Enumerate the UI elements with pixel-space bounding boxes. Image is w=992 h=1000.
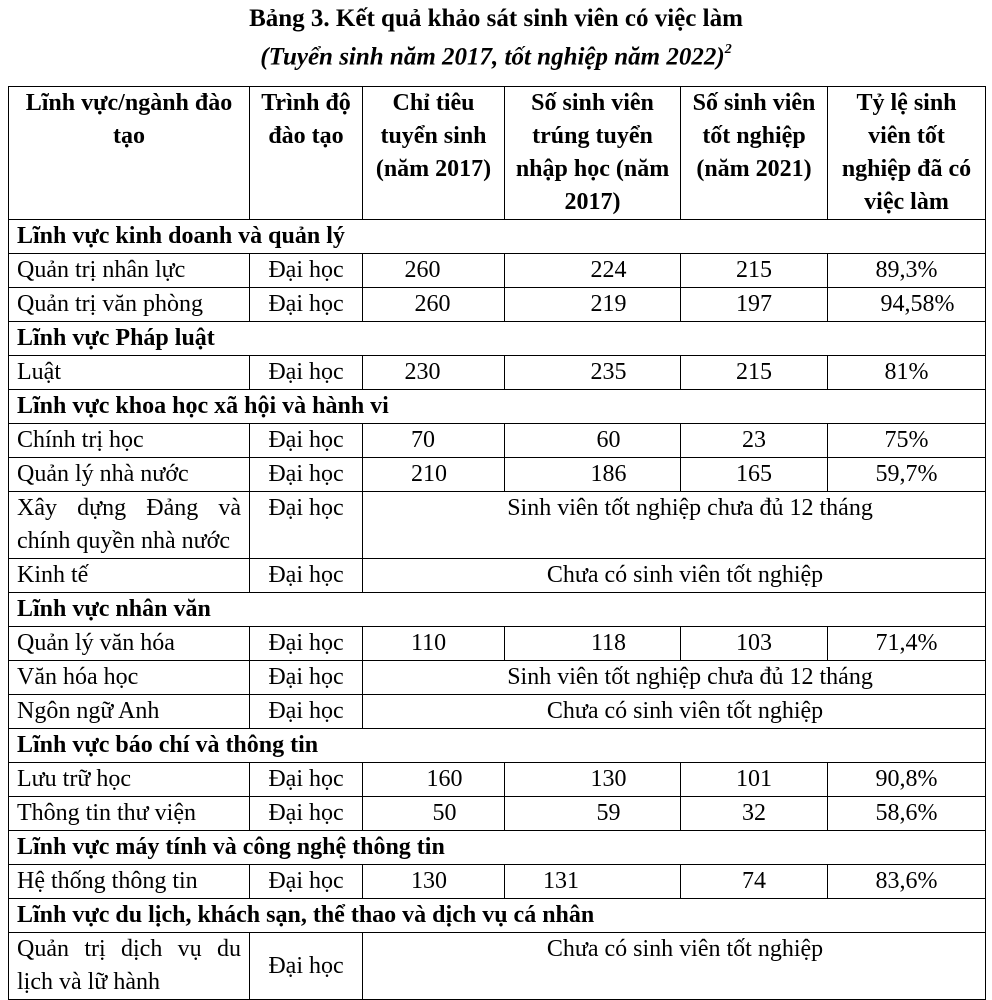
- group-row: [9, 831, 986, 865]
- row-rate: 83,6%: [828, 865, 986, 899]
- row-quota: 130: [363, 865, 505, 899]
- group-label: Lĩnh vực kinh doanh và quản lý: [9, 220, 986, 254]
- group-label: Lĩnh vực khoa học xã hội và hành vi: [9, 390, 986, 424]
- row-quota: 210: [363, 458, 505, 492]
- group-label: Lĩnh vực máy tính và công nghệ thông tin: [9, 831, 986, 865]
- table-row: [9, 254, 986, 288]
- row-level: Đại học: [250, 559, 363, 593]
- row-graduated: 32: [681, 797, 828, 831]
- group-label: Lĩnh vực báo chí và thông tin: [9, 729, 986, 763]
- row-name-line2: lịch và lữ hành: [17, 969, 160, 995]
- table-title: Bảng 3. Kết quả khảo sát sinh viên có việc làm: [249, 5, 743, 32]
- row-note: Chưa có sinh viên tốt nghiệp: [363, 559, 986, 593]
- row-note: Sinh viên tốt nghiệp chưa đủ 12 tháng: [363, 492, 986, 559]
- group-label: Lĩnh vực nhân văn: [9, 593, 986, 627]
- row-name: Quản lý văn hóa: [9, 627, 250, 661]
- row-graduated: 23: [681, 424, 828, 458]
- row-name: Luật: [9, 356, 250, 390]
- row-rate: 75%: [828, 424, 986, 458]
- table-row: [9, 559, 986, 593]
- row-admitted: 130: [505, 763, 681, 797]
- row-name: Ngôn ngữ Anh: [9, 695, 250, 729]
- header-level: Trình độ đào tạo: [250, 87, 363, 220]
- row-rate: 59,7%: [828, 458, 986, 492]
- table-subtitle: [0, 36, 992, 73]
- row-admitted: 219: [505, 288, 681, 322]
- table-row: [9, 627, 986, 661]
- row-graduated: 101: [681, 763, 828, 797]
- row-graduated: 74: [681, 865, 828, 899]
- table-caption: [0, 2, 992, 73]
- table-row: [9, 797, 986, 831]
- group-label: Lĩnh vực Pháp luật: [9, 322, 986, 356]
- row-graduated: 215: [681, 254, 828, 288]
- row-admitted: 60: [505, 424, 681, 458]
- row-admitted: 186: [505, 458, 681, 492]
- header-quota: Chỉ tiêu tuyển sinh (năm 2017): [363, 87, 505, 220]
- row-graduated: 165: [681, 458, 828, 492]
- row-level: Đại học: [250, 933, 363, 1000]
- header-admitted: Số sinh viên trúng tuyển nhập học (năm 2017): [505, 87, 681, 220]
- group-row: [9, 729, 986, 763]
- row-name-line1: Xây dựng Đảng và: [17, 495, 241, 521]
- row-name: Thông tin thư viện: [9, 797, 250, 831]
- row-rate: 71,4%: [828, 627, 986, 661]
- row-level: Đại học: [250, 627, 363, 661]
- header-row: [9, 87, 986, 220]
- footnote-marker: 2: [724, 42, 732, 57]
- row-note: Chưa có sinh viên tốt nghiệp: [363, 695, 986, 729]
- row-rate: 89,3%: [828, 254, 986, 288]
- row-name: Văn hóa học: [9, 661, 250, 695]
- row-quota: 70: [363, 424, 505, 458]
- table-row: [9, 695, 986, 729]
- row-admitted: 224: [505, 254, 681, 288]
- row-admitted: 131: [505, 865, 681, 899]
- row-name: Lưu trữ học: [9, 763, 250, 797]
- row-admitted: 59: [505, 797, 681, 831]
- row-level: Đại học: [250, 458, 363, 492]
- group-row: [9, 322, 986, 356]
- row-level: Đại học: [250, 865, 363, 899]
- header-employed-rate: Tỷ lệ sinh viên tốt nghiệp đã có việc làm: [828, 87, 986, 220]
- row-name: Quản trị nhân lực: [9, 254, 250, 288]
- row-level: Đại học: [250, 254, 363, 288]
- table-row: [9, 763, 986, 797]
- row-graduated: 215: [681, 356, 828, 390]
- table-row: [9, 865, 986, 899]
- table-row: [9, 661, 986, 695]
- group-label: Lĩnh vực du lịch, khách sạn, thể thao và dịch vụ cá nhân: [9, 899, 986, 933]
- row-quota: 110: [363, 627, 505, 661]
- row-level: Đại học: [250, 695, 363, 729]
- row-name-line2: chính quyền nhà nước: [17, 528, 230, 554]
- subtitle-text: (Tuyển sinh năm 2017, tốt nghiệp năm 2022): [260, 43, 725, 71]
- group-row: [9, 593, 986, 627]
- group-row: [9, 899, 986, 933]
- row-quota: 160: [363, 763, 505, 797]
- table-row: [9, 933, 986, 1000]
- row-graduated: 197: [681, 288, 828, 322]
- row-level: Đại học: [250, 492, 363, 559]
- row-level: Đại học: [250, 288, 363, 322]
- header-field: Lĩnh vực/ngành đào tạo: [9, 87, 250, 220]
- row-quota: 260: [363, 254, 505, 288]
- row-level: Đại học: [250, 763, 363, 797]
- row-level: Đại học: [250, 661, 363, 695]
- row-rate: 90,8%: [828, 763, 986, 797]
- row-name: Kinh tế: [9, 559, 250, 593]
- table-row: [9, 458, 986, 492]
- group-row: [9, 390, 986, 424]
- row-name: Quản lý nhà nước: [9, 458, 250, 492]
- header-graduated: Số sinh viên tốt nghiệp (năm 2021): [681, 87, 828, 220]
- row-quota: 230: [363, 356, 505, 390]
- group-row: [9, 220, 986, 254]
- table-row: [9, 424, 986, 458]
- row-admitted: 118: [505, 627, 681, 661]
- row-name: Chính trị học: [9, 424, 250, 458]
- row-name: Hệ thống thông tin: [9, 865, 250, 899]
- row-name-line1: Quản trị dịch vụ du: [17, 936, 241, 962]
- row-rate: 81%: [828, 356, 986, 390]
- row-name: [9, 933, 250, 1000]
- table-row: [9, 288, 986, 322]
- table-row: [9, 492, 986, 559]
- row-graduated: 103: [681, 627, 828, 661]
- row-rate: 58,6%: [828, 797, 986, 831]
- row-note: Sinh viên tốt nghiệp chưa đủ 12 tháng: [363, 661, 986, 695]
- row-note: Chưa có sinh viên tốt nghiệp: [363, 933, 986, 1000]
- row-name: Quản trị văn phòng: [9, 288, 250, 322]
- row-admitted: 235: [505, 356, 681, 390]
- row-level: Đại học: [250, 356, 363, 390]
- row-name: [9, 492, 250, 559]
- table-row: [9, 356, 986, 390]
- row-level: Đại học: [250, 797, 363, 831]
- survey-table: [8, 86, 986, 1000]
- row-rate: 94,58%: [828, 288, 986, 322]
- row-quota: 50: [363, 797, 505, 831]
- row-quota: 260: [363, 288, 505, 322]
- row-level: Đại học: [250, 424, 363, 458]
